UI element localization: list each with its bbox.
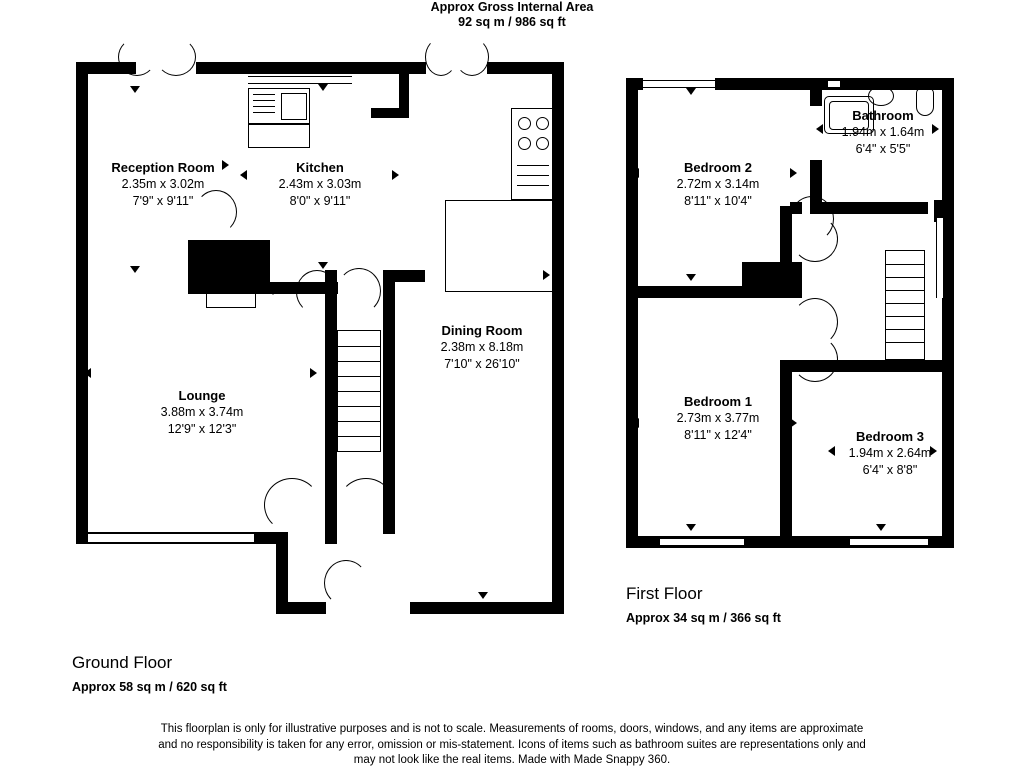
room-imperial-reception-room: 7'9" x 9'11" bbox=[132, 194, 194, 208]
room-label-bedroom-2 bbox=[644, 159, 792, 210]
door-arc-porch-entry bbox=[324, 560, 368, 606]
room-imperial-kitchen: 8'0" x 9'11" bbox=[289, 194, 351, 208]
dim-arrow-dining-right bbox=[543, 270, 550, 280]
room-metric-bathroom: 1.94m x 1.64m bbox=[841, 125, 925, 139]
window-lounge-bottom bbox=[88, 533, 254, 543]
room-metric-dining-room: 2.38m x 8.18m bbox=[440, 340, 524, 354]
room-imperial-lounge: 12'9" x 12'3" bbox=[167, 422, 237, 436]
dim-arrow-bedroom2-up bbox=[686, 88, 696, 95]
ground-floor-subtitle: Approx 58 sq m / 620 sq ft bbox=[72, 680, 227, 694]
door-arc-bedroom2 bbox=[792, 216, 838, 262]
gross-area-line2: 92 sq m / 986 sq ft bbox=[458, 15, 566, 29]
dim-arrow-bedroom3-down bbox=[876, 524, 886, 531]
dim-arrow-bedroom2-down bbox=[686, 274, 696, 281]
room-label-bedroom-3 bbox=[822, 428, 958, 479]
first-floor-caption bbox=[626, 584, 781, 625]
door-arc-kitchen-top-left bbox=[425, 38, 457, 76]
door-arc-hall-top bbox=[337, 268, 381, 314]
room-label-lounge bbox=[130, 387, 274, 438]
ground-floor-plan bbox=[0, 0, 600, 640]
dim-arrow-reception-left bbox=[80, 160, 87, 170]
door-arc-porch-right bbox=[338, 478, 394, 532]
wall-ground-top-mid bbox=[196, 62, 426, 74]
sink-icon bbox=[868, 86, 894, 106]
window-bedroom3-bottom bbox=[850, 538, 928, 546]
fireplace-icon bbox=[206, 282, 256, 308]
wall-first-top-left bbox=[626, 78, 643, 90]
room-name-bedroom-3: Bedroom 3 bbox=[856, 429, 924, 444]
room-name-kitchen: Kitchen bbox=[296, 160, 344, 175]
door-arc-reception-top-right bbox=[156, 38, 196, 76]
ground-floor-title: Ground Floor bbox=[72, 653, 173, 672]
wall-kitchen-right-lower bbox=[371, 108, 409, 118]
gross-area-line1: Approx Gross Internal Area bbox=[430, 0, 594, 14]
disclaimer-line-2: and no responsibility is taken for any error, omission or mis-statement. Icons of items such as bathroom suites are representations only and bbox=[158, 738, 866, 751]
kitchen-hob-icon bbox=[511, 108, 553, 200]
dim-arrow-bedroom2-left bbox=[632, 168, 639, 178]
first-floor-plan bbox=[600, 0, 1024, 640]
room-name-bedroom-2: Bedroom 2 bbox=[684, 160, 752, 175]
dim-arrow-lounge-left bbox=[84, 368, 91, 378]
room-imperial-bathroom: 6'4" x 5'5" bbox=[855, 142, 911, 156]
dim-arrow-kitchen-right bbox=[392, 170, 399, 180]
door-arc-reception-top-left bbox=[118, 38, 156, 76]
dim-arrow-kitchen-down bbox=[318, 262, 328, 269]
room-name-dining-room: Dining Room bbox=[441, 323, 523, 338]
dim-arrow-lounge-up bbox=[268, 288, 278, 295]
room-label-bedroom-1 bbox=[644, 393, 792, 444]
window-bathroom-top bbox=[828, 80, 840, 88]
room-label-kitchen bbox=[248, 159, 392, 210]
kitchen-sink-icon bbox=[248, 88, 310, 124]
window-bedroom2-top bbox=[643, 80, 715, 88]
room-name-bathroom: Bathroom bbox=[852, 108, 914, 123]
room-name-lounge: Lounge bbox=[178, 388, 226, 403]
window-kitchen-top bbox=[248, 76, 352, 84]
disclaimer-line-3: may not look like the real items. Made with Made Snappy 360. bbox=[353, 754, 671, 766]
disclaimer bbox=[112, 722, 912, 769]
room-name-bedroom-1: Bedroom 1 bbox=[684, 394, 752, 409]
wall-ground-left bbox=[76, 62, 88, 544]
door-arc-porch-left bbox=[264, 478, 320, 532]
room-label-reception-room bbox=[88, 159, 238, 210]
stairs-ground bbox=[337, 330, 381, 452]
wall-understairs-block bbox=[188, 240, 270, 282]
wall-bedroom2-bottom bbox=[626, 286, 742, 298]
room-imperial-bedroom-3: 6'4" x 8'8" bbox=[862, 463, 918, 477]
dim-arrow-bedroom1-down bbox=[686, 524, 696, 531]
ground-floor-caption bbox=[72, 653, 227, 694]
room-imperial-bedroom-1: 8'11" x 12'4" bbox=[684, 428, 752, 442]
stairs-first bbox=[885, 250, 925, 360]
dim-arrow-reception-up bbox=[130, 86, 140, 93]
kitchen-counter-icon bbox=[248, 124, 310, 148]
door-arc-hall-kitchen bbox=[296, 270, 338, 314]
wall-bathroom-left-upper bbox=[810, 78, 822, 106]
first-floor-title: First Floor bbox=[626, 584, 703, 603]
dim-arrow-dining-down bbox=[478, 592, 488, 599]
wall-ground-bottom-right bbox=[410, 602, 564, 614]
room-name-reception-room: Reception Room bbox=[111, 160, 215, 175]
dim-arrow-kitchen-up bbox=[318, 84, 328, 91]
room-metric-bedroom-2: 2.72m x 3.14m bbox=[676, 177, 760, 191]
wall-landing-block bbox=[742, 262, 802, 298]
dim-arrow-dining-left bbox=[408, 270, 415, 280]
wall-bedroom3-top-right bbox=[850, 360, 942, 372]
room-metric-bedroom-1: 2.73m x 3.77m bbox=[676, 411, 760, 425]
wall-first-top-right bbox=[834, 78, 954, 90]
window-bedroom1-bottom bbox=[660, 538, 744, 546]
room-metric-lounge: 3.88m x 3.74m bbox=[160, 405, 244, 419]
room-metric-bedroom-3: 1.94m x 2.64m bbox=[848, 446, 932, 460]
kitchen-worktop-icon bbox=[445, 200, 553, 292]
dim-arrow-lounge-right bbox=[310, 368, 317, 378]
room-label-bathroom bbox=[822, 107, 944, 158]
dim-arrow-reception-down bbox=[130, 266, 140, 273]
wall-porch-left bbox=[276, 540, 288, 614]
window-landing-right bbox=[936, 218, 944, 298]
dim-arrow-kitchen-left bbox=[240, 170, 247, 180]
first-floor-subtitle: Approx 34 sq m / 366 sq ft bbox=[626, 611, 781, 625]
room-metric-reception-room: 2.35m x 3.02m bbox=[121, 177, 205, 191]
door-arc-kitchen-top-right bbox=[455, 38, 489, 76]
room-label-dining-room bbox=[412, 322, 552, 373]
wall-first-left bbox=[626, 78, 638, 548]
disclaimer-line-1: This floorplan is only for illustrative purposes and is not to scale. Measurements of rooms, doors, windows, and any items are approximate bbox=[160, 723, 864, 735]
room-metric-kitchen: 2.43m x 3.03m bbox=[278, 177, 362, 191]
room-imperial-bedroom-2: 8'11" x 10'4" bbox=[684, 194, 752, 208]
wall-ground-right bbox=[552, 62, 564, 614]
dim-arrow-bedroom1-left bbox=[632, 418, 639, 428]
room-imperial-dining-room: 7'10" x 26'10" bbox=[444, 357, 520, 371]
door-arc-bedroom3 bbox=[792, 336, 838, 382]
